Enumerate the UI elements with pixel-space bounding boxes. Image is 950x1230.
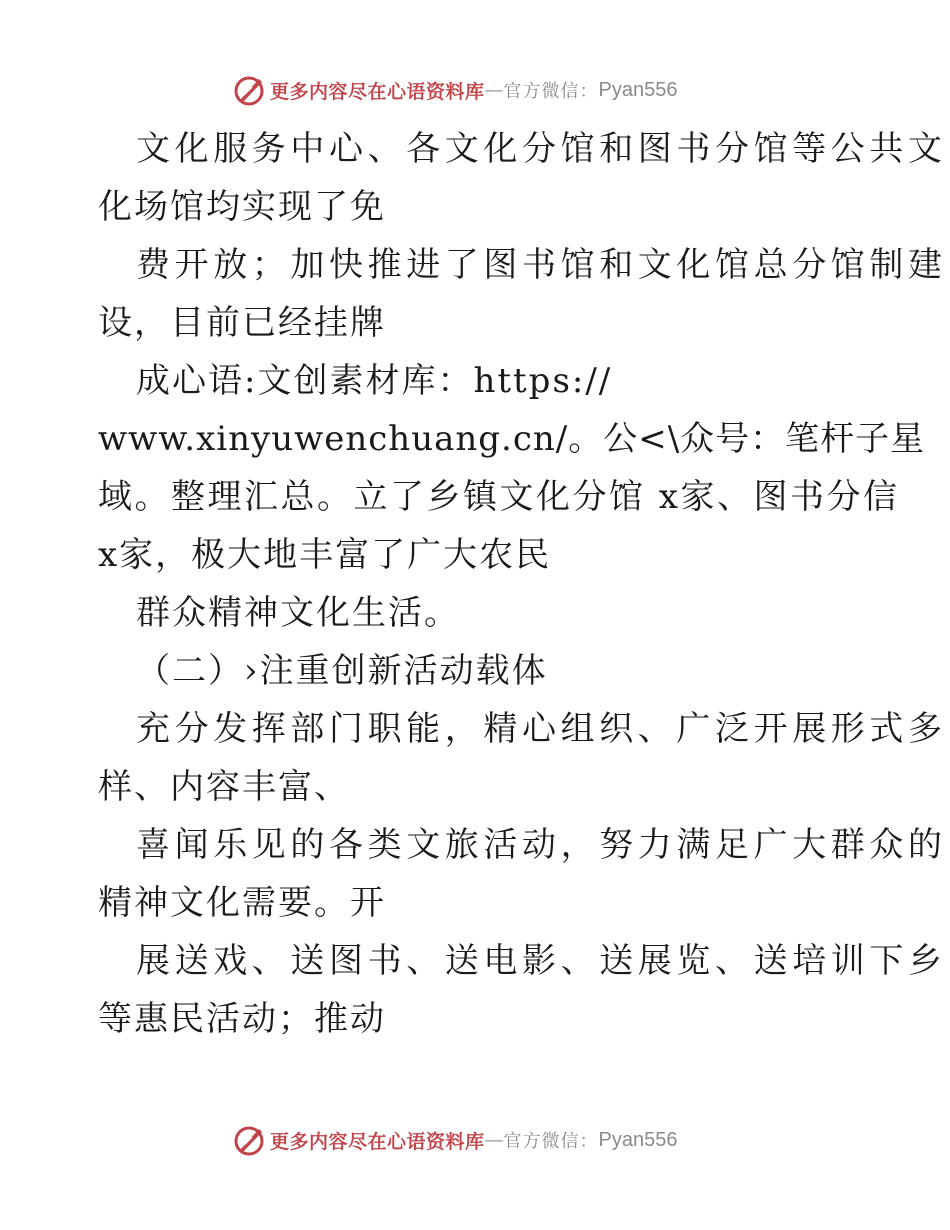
text-line: www.xinyuwenchuang.cn/。公<\众号：笔杆子星 [98, 419, 926, 459]
watermark-official-text: 官方微信： [503, 81, 599, 102]
text-line: 喜闻乐见的各类文旅活动，努力满足广大群众的 [136, 825, 947, 865]
text-line: 化场馆均实现了免 [98, 187, 386, 227]
text-line: 域。整理汇总。立了乡镇文化分馆 x家、图书分信 [98, 477, 900, 517]
watermark-main-text: 更多内容尽在心语资料库 [270, 1130, 485, 1153]
text-line: 展送戏、送图书、送电影、送展览、送培训下乡 [136, 941, 947, 981]
text-line: 成心语:文创素材库：https:// [136, 361, 613, 401]
watermark-wechat-id: Pyan556 [598, 78, 678, 101]
text-line: 充分发挥部门职能，精心组织、广泛开展形式多 [136, 709, 947, 749]
watermark-wechat-id: Pyan556 [598, 1128, 678, 1151]
watermark-official-text: 官方微信： [503, 1131, 599, 1152]
text-line: 样、内容丰富、 [98, 767, 350, 807]
text-line: 费开放；加快推进了图书馆和文化馆总分馆制建 [136, 245, 947, 285]
header-watermark [232, 70, 677, 110]
text-line: 精神文化需要。开 [98, 883, 386, 923]
footer-watermark [232, 1120, 677, 1160]
text-line: 设，目前已经挂牌 [98, 303, 386, 343]
text-line: 文化服务中心、各文化分馆和图书分馆等公共文 [136, 129, 947, 169]
quill-pen-circle-icon [232, 1123, 266, 1157]
text-line: 群众精神文化生活。 [136, 593, 460, 633]
watermark-main-text: 更多内容尽在心语资料库 [270, 80, 485, 103]
watermark-dash: — [484, 79, 504, 101]
text-line: 等惠民活动；推动 [98, 999, 386, 1039]
section-heading: （二）›注重创新活动载体 [136, 651, 548, 691]
text-line: x家，极大地丰富了广大农民 [98, 535, 552, 575]
watermark-dash: — [484, 1129, 504, 1151]
quill-pen-circle-icon [232, 73, 266, 107]
